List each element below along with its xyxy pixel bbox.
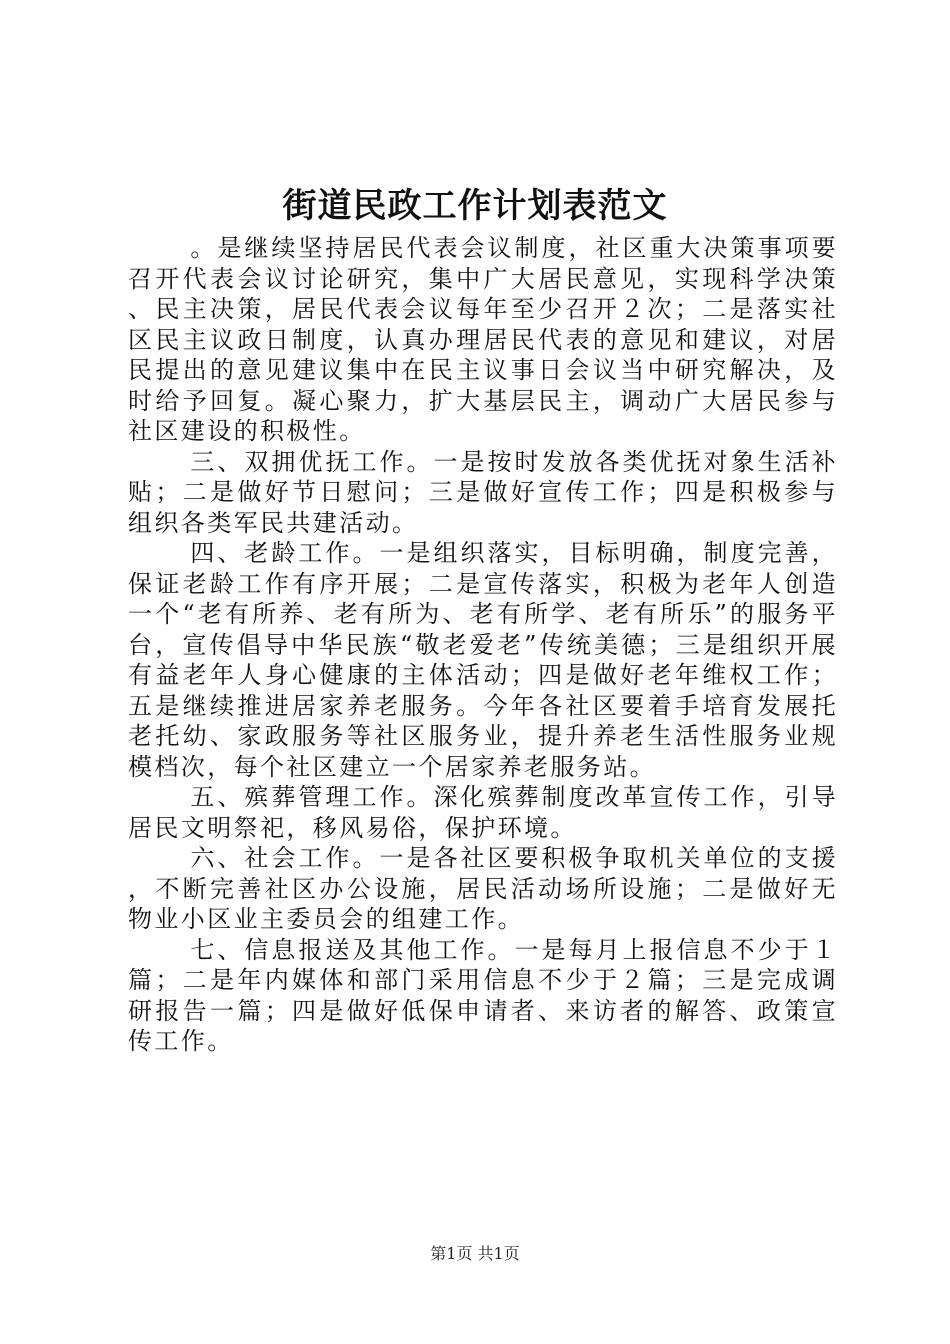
paragraph: 。是继续坚持居民代表会议制度，社区重大决策事项要召开代表会议讨论研究，集中广大居民意见，实现科学决策、民主决策，居民代表会议每年至少召开２次；二是落实社区民主议政日制度，认真办理居民代表的意见和建议，对居民提出的意见建议集中在民主议事日会议当中研究解决，及时给予回复。凝心聚力，扩大基层民主，调动广大居民参与社区建设的积极性。 [128, 234, 838, 445]
paragraph: 五、殡葬管理工作。深化殡葬制度改革宣传工作，引导居民文明祭祀，移风易俗，保护环境。 [128, 783, 838, 842]
paragraph: 三、双拥优抚工作。一是按时发放各类优抚对象生活补贴；二是做好节日慰问；三是做好宣传工作；四是积极参与组织各类军民共建活动。 [128, 447, 838, 537]
paragraph: 七、信息报送及其他工作。一是每月上报信息不少于１篇；二是年内媒体和部门采用信息不少于２篇；三是完成调研报告一篇；四是做好低保申请者、来访者的解答、政策宣传工作。 [128, 935, 838, 1055]
document-body [128, 233, 838, 1057]
document-title: 街道民政工作计划表范文 [282, 186, 668, 226]
page-footer: 第1页 共1页 [430, 1244, 520, 1263]
paragraph: 六、社会工作。一是各社区要积极争取机关单位的支援，不断完善社区办公设施，居民活动场所设施；二是做好无物业小区业主委员会的组建工作。 [128, 844, 838, 933]
paragraph: 四、老龄工作。一是组织落实，目标明确，制度完善，保证老龄工作有序开展；二是宣传落实，积极为老年人创造一个“老有所养、老有所为、老有所学、老有所乐”的服务平台，宣传倡导中华民族“敬老爱老”传统美德；三是组织开展有益老年人身心健康的主体活动；四是做好老年维权工作；五是继续推进居家养老服务。今年各社区要着手培育发展托老托幼、家政服务等社区服务业，提升养老生活性服务业规模档次，每个社区建立一个居家养老服务站。 [128, 539, 838, 781]
